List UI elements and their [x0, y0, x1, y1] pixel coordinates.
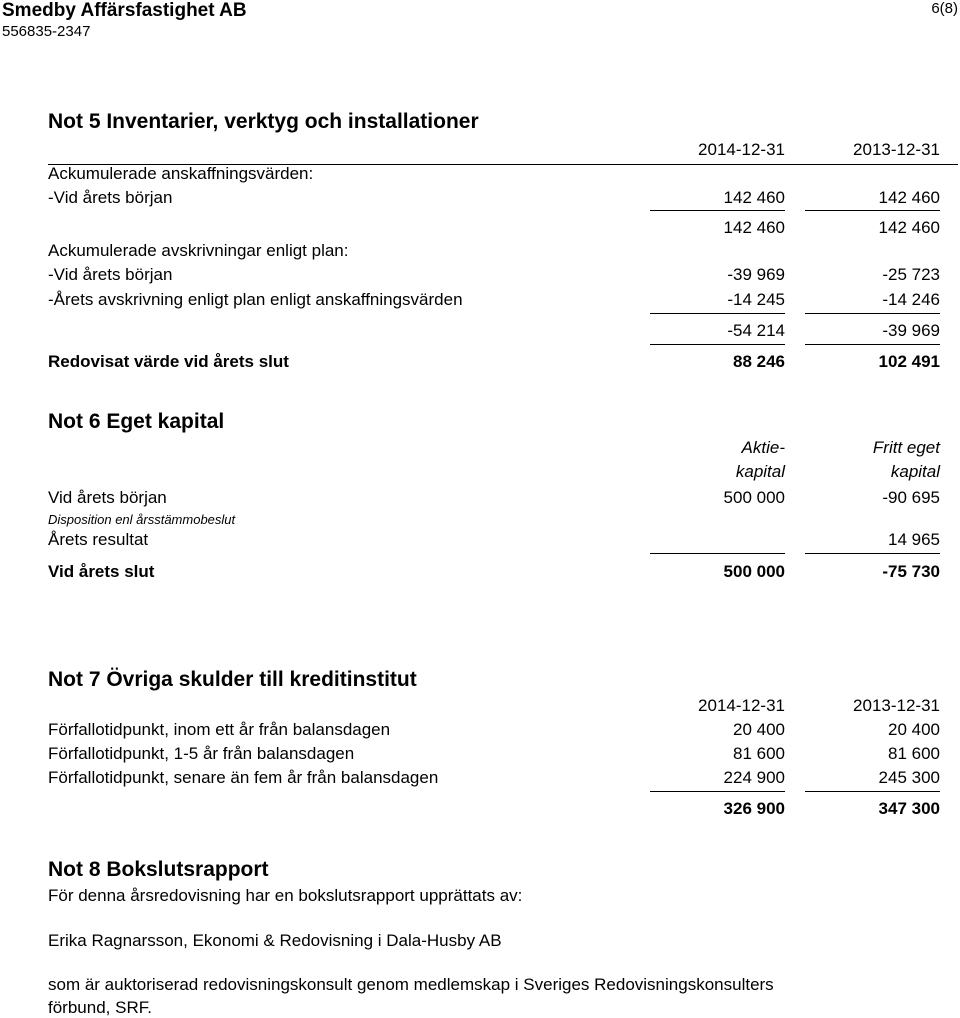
note7-row-label: Förfallotidpunkt, inom ett år från balansdagen [48, 720, 391, 739]
note7-rule-1 [650, 791, 785, 792]
note5-acq-start-2013: 142 460 [878, 188, 940, 207]
note5-dep-heading: Ackumulerade avskrivningar enligt plan: [48, 241, 349, 260]
note5-acq-rule-2 [805, 210, 940, 211]
note5-acq-sum-2013: 142 460 [878, 218, 940, 237]
note7-title: Not 7 Övriga skulder till kreditinstitut [48, 668, 417, 691]
note6-col2-header-line2: kapital [890, 462, 940, 481]
note7-row-2014: 20 400 [733, 720, 785, 739]
note5-col1-header: 2014-12-31 [698, 140, 785, 159]
note8-preparer: Erika Ragnarsson, Ekonomi & Redovisning i Dala-Husby AB [48, 931, 502, 950]
note6-col2-header-line1: Fritt eget [872, 438, 940, 457]
note6-col1-header-line2: kapital [735, 462, 785, 481]
note5-dep-start-2013: -25 723 [882, 265, 940, 284]
note7-row-label: Förfallotidpunkt, senare än fem år från balansdagen [48, 768, 439, 787]
note7-row-2014: 81 600 [733, 744, 785, 763]
note7-row-2013: 20 400 [888, 720, 940, 739]
note5-acq-rule-1 [650, 210, 785, 211]
note6-start-share-capital: 500 000 [723, 488, 785, 507]
note6-result-label: Årets resultat [48, 530, 149, 549]
note6-start-label: Vid årets början [48, 488, 167, 507]
note5-col2-header: 2013-12-31 [853, 140, 940, 159]
note7-total-2014: 326 900 [723, 799, 785, 818]
note5-dep-year-2013: -14 246 [882, 290, 940, 309]
note7-col1-header: 2014-12-31 [698, 696, 785, 715]
note7-total-2013: 347 300 [878, 799, 940, 818]
note6-rule-1 [650, 553, 785, 554]
note8-title: Not 8 Bokslutsrapport [48, 858, 269, 881]
note6-disposition-label: Disposition enl årsstämmobeslut [48, 512, 236, 527]
note5-dep-year-2014: -14 245 [727, 290, 785, 309]
note5-book-value-2014: 88 246 [733, 352, 785, 371]
note5-acq-start-2014: 142 460 [723, 188, 785, 207]
note5-sum-rule-2 [805, 344, 940, 345]
note6-result-free-equity: 14 965 [888, 530, 940, 549]
note5-dep-sum-2013: -39 969 [882, 321, 940, 340]
note5-acq-start-label: -Vid årets början [48, 188, 173, 207]
note8-membership-line2: förbund, SRF. [48, 998, 152, 1017]
note5-book-value-2013: 102 491 [878, 352, 940, 371]
note7-row-2013: 81 600 [888, 744, 940, 763]
note7-rule-2 [805, 791, 940, 792]
note6-title: Not 6 Eget kapital [48, 410, 225, 433]
company-name: Smedby Affärsfastighet AB [2, 0, 247, 21]
note6-end-share-capital: 500 000 [723, 562, 785, 581]
page-number: 6(8) [931, 0, 958, 17]
note8-membership-line1: som är auktoriserad redovisningskonsult genom medlemskap i Sveriges Redovisningskonsulters [48, 975, 774, 994]
note5-acq-heading: Ackumulerade anskaffningsvärden: [48, 164, 314, 183]
note8-intro: För denna årsredovisning har en bokslutsrapport upprättats av: [48, 886, 523, 905]
note7-row-label: Förfallotidpunkt, 1-5 år från balansdagen [48, 744, 355, 763]
note6-end-label: Vid årets slut [48, 562, 155, 581]
note6-start-free-equity: -90 695 [882, 488, 940, 507]
note5-dep-sum-2014: -54 214 [727, 321, 785, 340]
note7-row-2013: 245 300 [878, 768, 940, 787]
note6-col1-header-line1: Aktie- [741, 438, 785, 457]
note7-row-2014: 224 900 [723, 768, 785, 787]
note5-book-value-label: Redovisat värde vid årets slut [48, 352, 289, 371]
note5-sum-rule-1 [650, 344, 785, 345]
note5-dep-start-2014: -39 969 [727, 265, 785, 284]
note5-title: Not 5 Inventarier, verktyg och installationer [48, 110, 479, 133]
note5-dep-year-label: -Årets avskrivning enligt plan enligt anskaffningsvärden [48, 290, 463, 309]
note6-rule-2 [805, 553, 940, 554]
note5-dep-rule-1 [650, 313, 785, 314]
note5-acq-sum-2014: 142 460 [723, 218, 785, 237]
org-number: 556835-2347 [2, 23, 91, 40]
note7-col2-header: 2013-12-31 [853, 696, 940, 715]
note6-end-free-equity: -75 730 [882, 562, 940, 581]
note5-dep-rule-2 [805, 313, 940, 314]
note5-dep-start-label: -Vid årets början [48, 265, 173, 284]
